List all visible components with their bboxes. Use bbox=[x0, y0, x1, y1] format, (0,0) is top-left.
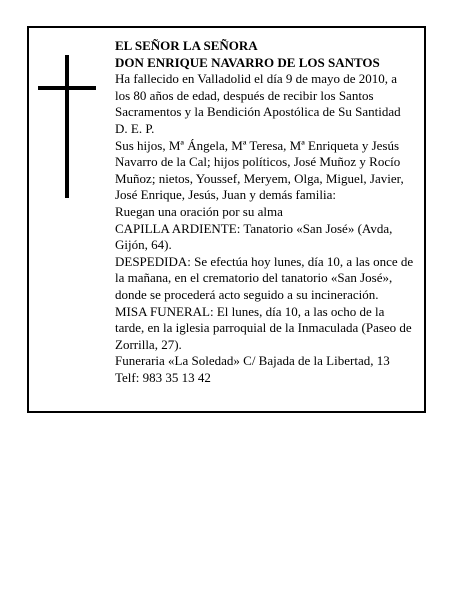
cross-icon bbox=[65, 55, 69, 198]
death-notice-paragraph: Ha fallecido en Valladolid el día 9 de mayo de 2010, a los 80 años de edad, después de recibir los Santos Sacramentos y la Bendición Apostólica de Su Santidad D. E. P. bbox=[115, 71, 401, 136]
deceased-name: DON ENRIQUE NAVARRO DE LOS SANTOS bbox=[115, 54, 380, 70]
obituary-text bbox=[115, 38, 415, 386]
cross-icon-bar bbox=[38, 86, 96, 90]
funeral-mass-info: MISA FUNERAL: El lunes, día 10, a las ocho de la tarde, en la iglesia parroquial de la Inmaculada (Paseo de Zorrilla, 27). bbox=[115, 303, 412, 352]
phone-number: Telf: 983 35 13 42 bbox=[115, 369, 211, 385]
prayer-request: Ruegan una oración por su alma bbox=[115, 203, 283, 219]
family-paragraph: Sus hijos, Mª Ángela, Mª Teresa, Mª Enriqueta y Jesús Navarro de la Cal; hijos políticos, José Muñoz y Rocío Muñoz; nietos, Youssef, Meryem, Olga, Miguel, Javier, José Enrique, Jesús, Juan y demás familia: bbox=[115, 137, 404, 203]
chapel-info: CAPILLA ARDIENTE: Tanatorio «San José» (Avda, Gijón, 64). bbox=[115, 220, 393, 253]
heading-line-1: EL SEÑOR LA SEÑORA bbox=[115, 38, 258, 53]
farewell-info: DESPEDIDA: Se efectúa hoy lunes, día 10, a las once de la mañana, en el crematorio del tanatorio «San José», donde se procederá acto seguido a su incineración. bbox=[115, 253, 414, 302]
funeral-home: Funeraria «La Soledad» C/ Bajada de la Libertad, 13 bbox=[115, 353, 390, 369]
